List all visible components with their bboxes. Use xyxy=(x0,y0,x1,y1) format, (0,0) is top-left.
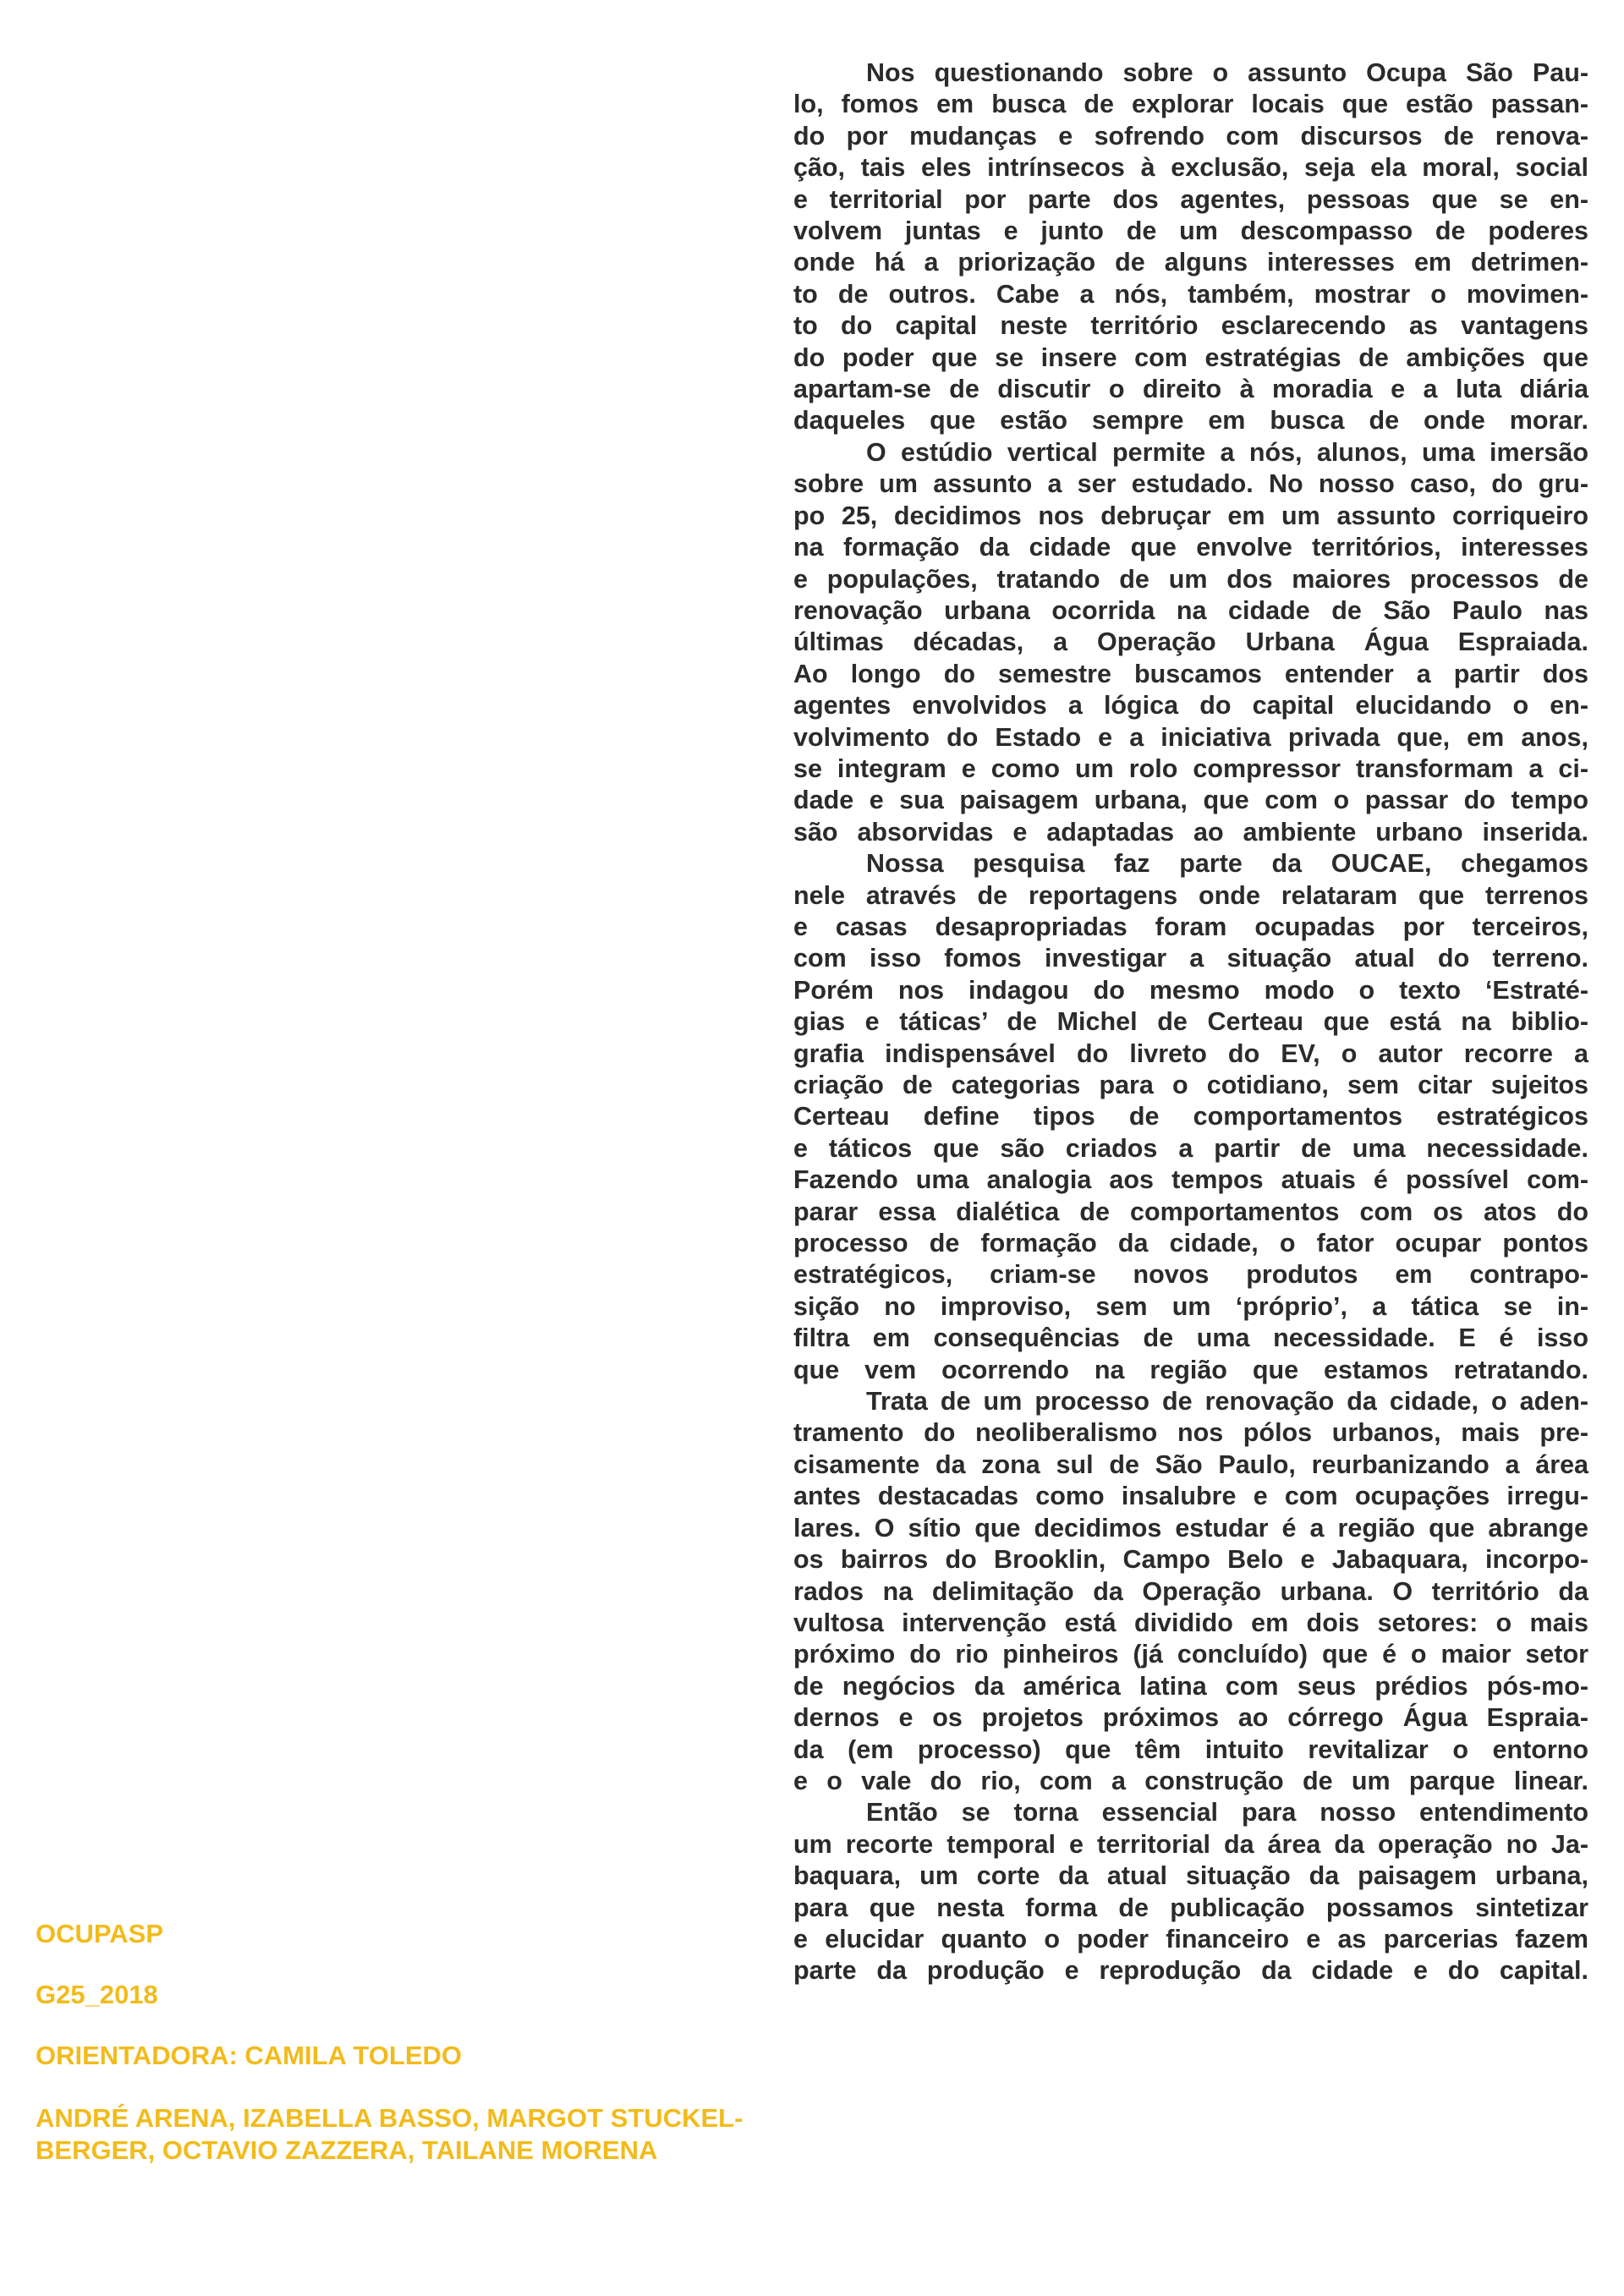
text-line: po 25, decidimos nos debruçar em um assunto corriqueiro xyxy=(793,501,1588,530)
text-line: O estúdio vertical permite a nós, alunos, uma imersão xyxy=(866,437,1588,467)
body-paragraph xyxy=(793,1797,1588,1986)
text-line: na formação da cidade que envolve territórios, interesses xyxy=(793,533,1588,562)
authors-line-1: ANDRÉ ARENA, IZABELLA BASSO, MARGOT STUCKEL- xyxy=(36,2103,743,2133)
text-line: renovação urbana ocorrida na cidade de São Paulo nas xyxy=(793,595,1588,625)
body-paragraph xyxy=(793,848,1588,1386)
credits-block xyxy=(36,1918,780,2167)
text-line: tramento do neoliberalismo nos pólos urbanos, mais pre- xyxy=(793,1418,1588,1448)
text-line: cisamente da zona sul de São Paulo, reurbanizando a área xyxy=(793,1449,1588,1479)
text-line: para que nesta forma de publicação possamos sintetizar xyxy=(793,1893,1588,1922)
text-line: apartam-se de discutir o direito à moradia e a luta diária xyxy=(793,375,1588,404)
text-line: e o vale do rio, com a construção de um parque linear. xyxy=(793,1766,1588,1795)
text-line: baquara, um corte da atual situação da paisagem urbana, xyxy=(793,1861,1588,1891)
text-line: com isso fomos investigar a situação atual do terreno. xyxy=(793,944,1588,973)
text-line: filtra em consequências de uma necessidade. E é isso xyxy=(793,1323,1588,1353)
text-line: daqueles que estão sempre em busca de onde morar. xyxy=(793,406,1588,436)
text-line: parar essa dialética de comportamentos com os atos do xyxy=(793,1197,1588,1226)
text-line: Fazendo uma analogia aos tempos atuais é possível com- xyxy=(793,1165,1588,1195)
text-line: criação de categorias para o cotidiano, sem citar sujeitos xyxy=(793,1071,1588,1099)
text-line: to de outros. Cabe a nós, também, mostrar o movimen- xyxy=(793,279,1588,309)
text-line: de negócios da américa latina com seus prédios pós-mo- xyxy=(793,1671,1588,1701)
text-line: vultosa intervenção está dividido em dois setores: o mais xyxy=(793,1608,1588,1637)
text-line: Trata de um processo de renovação da cidade, o aden- xyxy=(866,1387,1588,1417)
text-line: do por mudanças e sofrendo com discursos de renova- xyxy=(793,121,1588,151)
text-line: e populações, tratando de um dos maiores processos de xyxy=(793,564,1588,594)
advisor-credit: ORIENTADORA: CAMILA TOLEDO xyxy=(36,2041,463,2070)
body-paragraph xyxy=(793,1386,1588,1797)
text-line: e táticos que são criados a partir de uma necessidade. xyxy=(793,1133,1588,1163)
text-line: grafia indispensável do livreto do EV, o autor recorre a xyxy=(793,1038,1588,1068)
text-line: volvimento do Estado e a iniciativa privada que, em anos, xyxy=(793,722,1588,752)
text-line: Então se torna essencial para nosso entendimento xyxy=(866,1798,1588,1827)
text-line: do poder que se insere com estratégias de ambições que xyxy=(793,342,1588,372)
text-line: próximo do rio pinheiros (já concluído) que é o maior setor xyxy=(793,1640,1588,1669)
text-line: rados na delimitação da Operação urbana. O território da xyxy=(793,1576,1588,1606)
group-code: G25_2018 xyxy=(36,1980,158,2009)
text-line: os bairros do Brooklin, Campo Belo e Jabaquara, incorpo- xyxy=(793,1545,1588,1575)
text-line: e territorial por parte dos agentes, pessoas que se en- xyxy=(793,184,1588,214)
text-line: agentes envolvidos a lógica do capital elucidando o en- xyxy=(793,691,1588,721)
text-line: da (em processo) que têm intuito revitalizar o entorno xyxy=(793,1734,1588,1764)
text-line: e elucidar quanto o poder financeiro e as parcerias fazem xyxy=(793,1924,1588,1954)
project-name: OCUPASP xyxy=(36,1919,164,1948)
text-line: Certeau define tipos de comportamentos estratégicos xyxy=(793,1102,1588,1132)
authors-line-2: BERGER, OCTAVIO ZAZZERA, TAILANE MORENA xyxy=(36,2135,658,2165)
text-line: Ao longo do semestre buscamos entender a partir dos xyxy=(793,659,1588,688)
body-paragraph xyxy=(793,58,1588,437)
text-line: Porém nos indagou do mesmo modo o texto ‘Estraté- xyxy=(793,975,1588,1005)
text-line: onde há a priorização de alguns interesses em detrimen- xyxy=(793,248,1588,277)
text-line: sição no improviso, sem um ‘próprio’, a tática se in- xyxy=(793,1291,1588,1321)
text-line: Nossa pesquisa faz parte da OUCAE, chegamos xyxy=(866,849,1588,879)
text-line: dade e sua paisagem urbana, que com o passar do tempo xyxy=(793,786,1588,815)
text-line: são absorvidas e adaptadas ao ambiente urbano inserida. xyxy=(793,817,1588,847)
text-line: ção, tais eles intrínsecos à exclusão, seja ela moral, social xyxy=(793,153,1588,183)
text-line: lo, fomos em busca de explorar locais que estão passan- xyxy=(793,90,1588,119)
text-line: um recorte temporal e territorial da área da operação no Ja- xyxy=(793,1829,1588,1859)
text-line: que vem ocorrendo na região que estamos retratando. xyxy=(793,1355,1588,1384)
text-line: volvem juntas e junto de um descompasso de poderes xyxy=(793,216,1588,246)
text-line: gias e táticas’ de Michel de Certeau que está na biblio- xyxy=(793,1007,1588,1037)
text-line: últimas décadas, a Operação Urbana Água Espraiada. xyxy=(793,627,1588,657)
text-line: estratégicos, criam-se novos produtos em contrapo- xyxy=(793,1260,1588,1290)
body-paragraph xyxy=(793,437,1588,848)
text-line: sobre um assunto a ser estudado. No nosso caso, do gru- xyxy=(793,469,1588,499)
text-line: to do capital neste território esclarecendo as vantagens xyxy=(793,311,1588,341)
text-line: parte da produção e reprodução da cidade e do capital. xyxy=(793,1956,1588,1986)
text-line: dernos e os projetos próximos ao córrego Água Espraia- xyxy=(793,1703,1588,1733)
text-line: e casas desapropriadas foram ocupadas por terceiros, xyxy=(793,912,1588,941)
text-line: Nos questionando sobre o assunto Ocupa São Pau- xyxy=(866,58,1588,87)
text-line: lares. O sítio que decidimos estudar é a região que abrange xyxy=(793,1513,1588,1543)
body-text-column xyxy=(793,58,1588,1987)
text-line: antes destacadas como insalubre e com ocupações irregu- xyxy=(793,1482,1588,1511)
text-line: nele através de reportagens onde relataram que terrenos xyxy=(793,880,1588,910)
text-line: se integram e como um rolo compressor transformam a ci- xyxy=(793,753,1588,783)
text-line: processo de formação da cidade, o fator ocupar pontos xyxy=(793,1229,1588,1258)
